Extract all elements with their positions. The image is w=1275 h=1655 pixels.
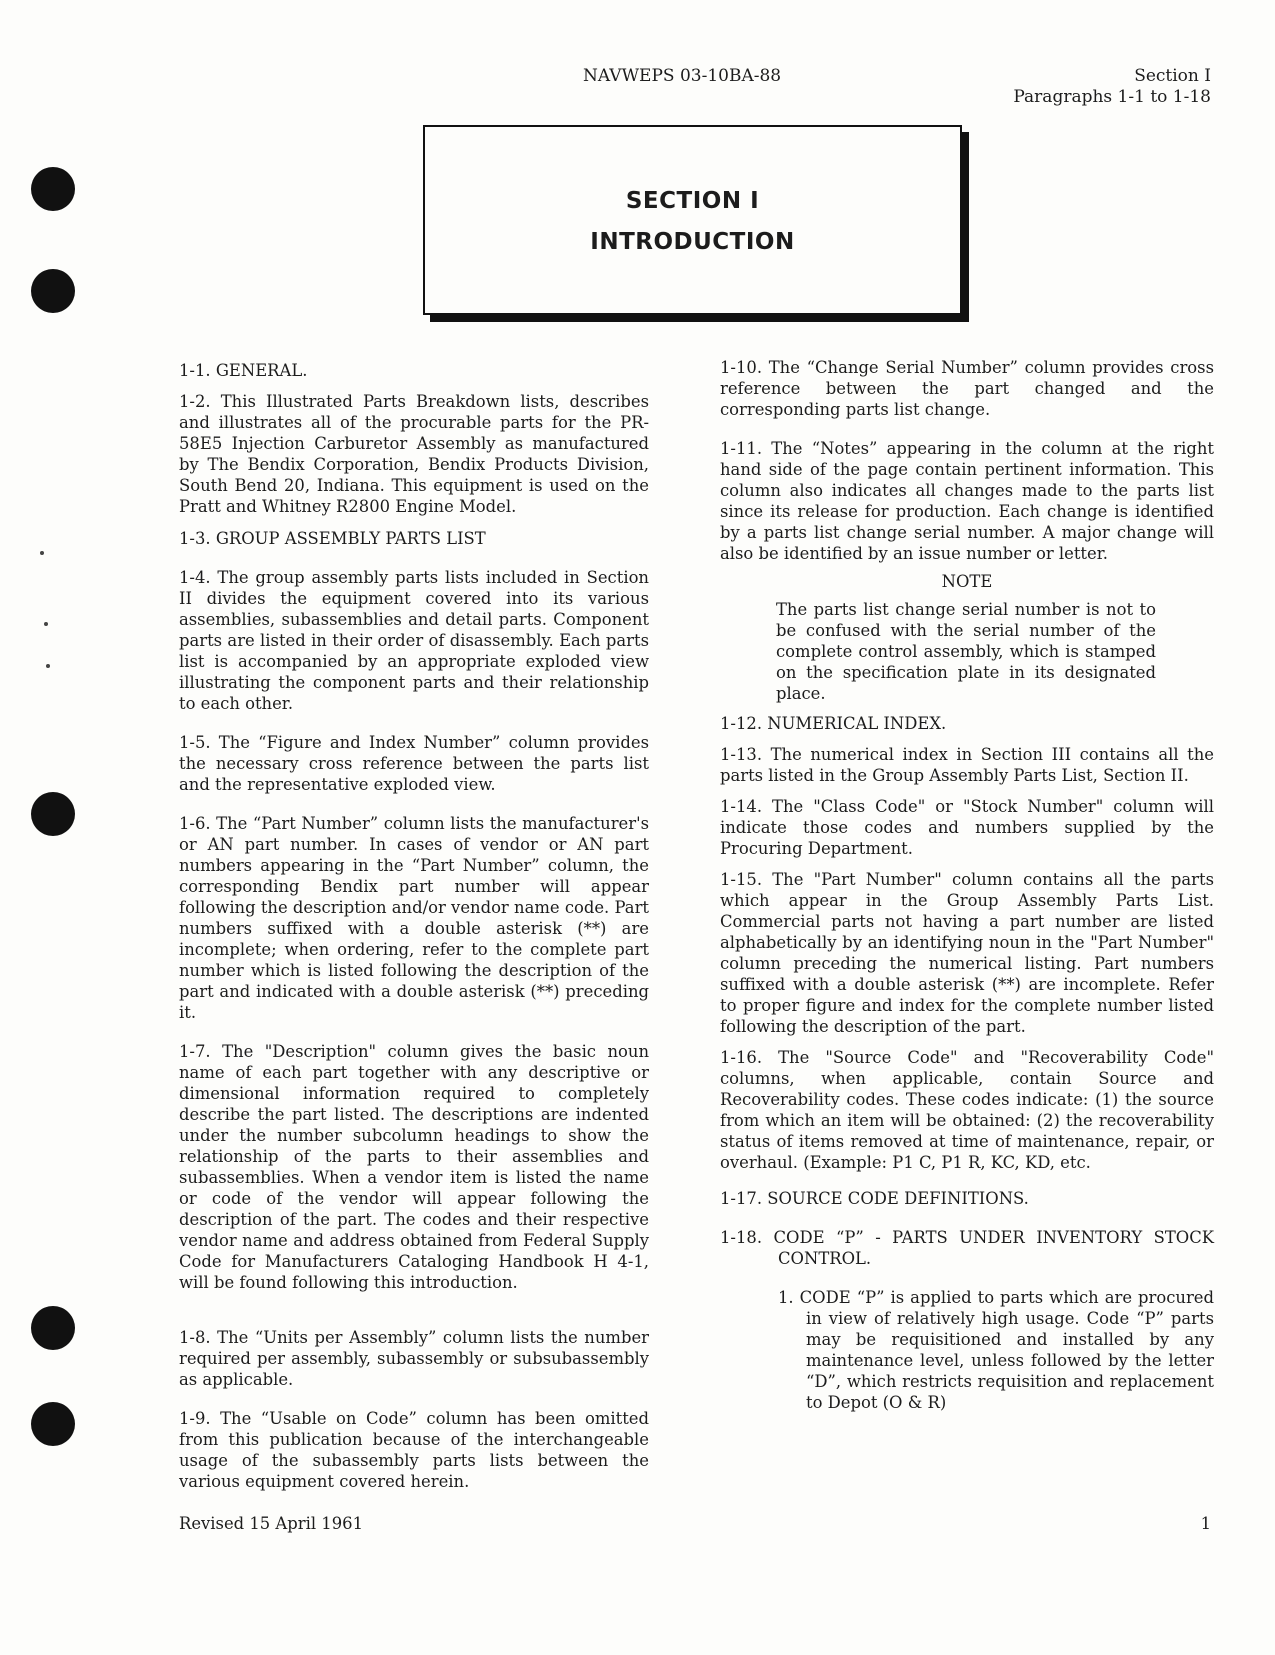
paragraph-1-12: 1-12. NUMERICAL INDEX. (720, 714, 947, 733)
paragraph-1-4: 1-4. The group assembly parts lists included in Section II divides the equipment covered into its various assemblies, subassemblies and detail parts. Component parts are listed in their order of disassembly. Each parts list is accompanied by an appropriate exploded view illustrating the component parts and their relationship to each other. (179, 568, 649, 713)
section-reference (1013, 66, 1211, 108)
note-body: The parts list change serial number is not to be confused with the serial number of the complete control assembly, which is stamped on the specification plate in its designated place. (776, 600, 1156, 703)
section-title: SECTION I (625, 188, 760, 214)
paragraph-1-5: 1-5. The “Figure and Index Number” column provides the necessary cross reference between the parts list and the representative exploded view. (179, 733, 649, 794)
paragraph-1-17: 1-17. SOURCE CODE DEFINITIONS. (720, 1189, 1029, 1208)
binder-hole-2 (31, 269, 75, 313)
paragraph-1-16: 1-16. The "Source Code" and "Recoverability Code" columns, when applicable, contain Source and Recoverability codes. These codes indicate: (1) the source from which an item will be obtained: (2) the recoverability status of items removed at time of maintenance, repair, or overhaul. (Example: P1 C, P1 R, KC, KD, etc. (720, 1048, 1214, 1172)
paragraph-1-8: 1-8. The “Units per Assembly” column lists the number required per assembly, subassembly or subsubassembly as applicable. (179, 1328, 649, 1389)
paragraph-1-2: 1-2. This Illustrated Parts Breakdown lists, describes and illustrates all of the procurable parts for the PR-58E5 Injection Carburetor Assembly as manufactured by The Bendix Corporation, Bendix Products Division, South Bend 20, Indiana. This equipment is used on the Pratt and Whitney R2800 Engine Model. (179, 392, 649, 516)
paragraph-1-7: 1-7. The "Description" column gives the basic noun name of each part together with any descriptive or dimensional information required to completely describe the part listed. The descriptions are indented under the number subcolumn headings to show the relationship of the parts to their assemblies and subassemblies. When a vendor item is listed the name or code of the vendor will appear following the description of the part. The codes and their respective vendor name and address obtained from Federal Supply Code for Manufacturers Cataloging Handbook H 4-1, will be found following this introduction. (179, 1042, 649, 1292)
paragraph-1-15: 1-15. The "Part Number" column contains all the parts which appear in the Group Assembly Parts List. Commercial parts not having a part number are listed alphabetically by an identifying noun in the "Part Number" column preceding the numerical listing. Part numbers suffixed with a double asterisk (**) are incomplete. Refer to proper figure and index for the complete number listed following the description of the part. (720, 870, 1214, 1036)
binder-hole-3 (31, 792, 75, 836)
paragraph-1-6: 1-6. The “Part Number” column lists the manufacturer's or AN part number. In cases of vendor or AN part numbers appearing in the “Part Number” column, the corresponding Bendix part number will appear following the description and/or vendor name code. Part numbers suffixed with a double asterisk (**) are incomplete; when ordering, refer to the complete part number which is listed following the description of the part and indicated with a double asterisk (**) preceding it. (179, 814, 649, 1022)
right-column (720, 357, 1214, 1413)
paragraph-1-9: 1-9. The “Usable on Code” column has been omitted from this publication because of the interchangeable usage of the subassembly parts lists between the various equipment covered herein. (179, 1409, 649, 1491)
speck (46, 664, 50, 668)
paragraph-range: Paragraphs 1-1 to 1-18 (1013, 87, 1211, 107)
paragraph-1-1: 1-1. GENERAL. (179, 361, 308, 380)
page-number: 1 (1200, 1514, 1211, 1533)
binder-hole-4 (31, 1306, 75, 1350)
paragraph-1-18: 1-18. CODE “P” - PARTS UNDER INVENTORY STOCK CONTROL. (720, 1228, 1214, 1268)
revision-date: Revised 15 April 1961 (179, 1514, 363, 1533)
binder-hole-5 (31, 1402, 75, 1446)
paragraph-1-13: 1-13. The numerical index in Section III contains all the parts listed in the Group Assembly Parts List, Section II. (720, 745, 1214, 785)
left-column (179, 360, 649, 1492)
paragraph-1-11: 1-11. The “Notes” appearing in the column at the right hand side of the page contain pertinent information. This column also indicates all changes made to the parts list since its release for production. Each change is identified by a parts list change serial number. A major change will also be identified by an issue number or letter. (720, 439, 1214, 563)
paragraph-1-10: 1-10. The “Change Serial Number” column provides cross reference between the part changed and the corresponding parts list change. (720, 358, 1214, 419)
section-subtitle: INTRODUCTION (590, 229, 795, 255)
section-title-box (423, 125, 962, 315)
document-number: NAVWEPS 03-10BA-88 (583, 66, 782, 86)
speck (44, 622, 48, 626)
paragraph-1-14: 1-14. The "Class Code" or "Stock Number" column will indicate those codes and numbers supplied by the Procuring Department. (720, 797, 1214, 858)
binder-hole-1 (31, 167, 75, 211)
code-p-item-1: 1. CODE “P” is applied to parts which are procured in view of relatively high usage. Code “P” parts may be requisitioned and installed by any maintenance level, unless followed by the letter “D”, which restricts requisition and replacement to Depot (O & R) (778, 1288, 1214, 1412)
paragraph-1-3: 1-3. GROUP ASSEMBLY PARTS LIST (179, 529, 486, 548)
section-label: Section I (1134, 66, 1211, 86)
speck (40, 551, 44, 555)
note-heading: NOTE (941, 572, 993, 591)
